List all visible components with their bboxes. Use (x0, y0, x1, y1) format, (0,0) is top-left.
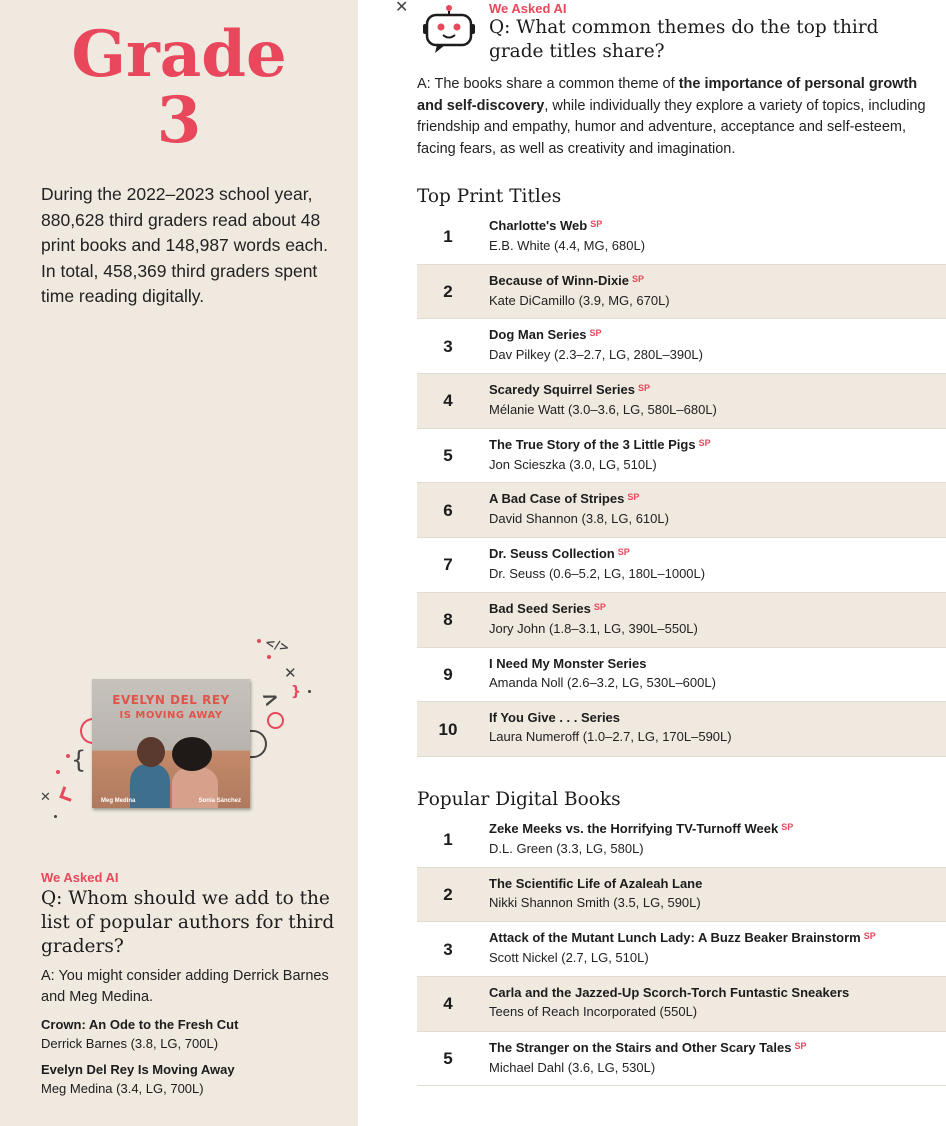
recommendation-detail: Derrick Barnes (3.8, LG, 700L) (41, 1036, 219, 1051)
sp-badge: SP (781, 822, 794, 832)
book-author-detail: Jory John (1.8–3.1, LG, 390L–550L) (489, 620, 698, 636)
cover-title-line2: IS MOVING AWAY (119, 710, 223, 721)
book-author-detail: Teens of Reach Incorporated (550L) (489, 1004, 698, 1020)
book-info (489, 600, 698, 639)
rank-number: 4 (443, 994, 453, 1014)
sp-badge: SP (698, 437, 711, 448)
book-author-detail: D.L. Green (3.3, LG, 580L) (489, 841, 644, 856)
book-title-text: The True Story of the 3 Little Pigs (489, 436, 696, 452)
dot-doodle (257, 639, 261, 643)
ranked-book-row (417, 702, 946, 757)
rank-number: 1 (443, 830, 453, 850)
grade-number: 3 (156, 83, 202, 158)
print-titles-heading: Top Print Titles (417, 186, 562, 207)
close-doodle: ✕ (395, 0, 409, 16)
dot-doodle (54, 815, 57, 818)
book-title (489, 984, 849, 1002)
book-title (489, 820, 793, 839)
recommendation-title: Evelyn Del Rey Is Moving Away (41, 1062, 235, 1077)
rank-number: 3 (443, 939, 453, 959)
ranked-book-row (417, 374, 946, 429)
ai-callout-themes (489, 1, 929, 64)
ranked-book-row (417, 538, 946, 593)
close-doodle: ✕ (40, 790, 51, 805)
grade-title (0, 17, 358, 158)
book-author-detail: Michael Dahl (3.6, LG, 530L) (489, 1059, 656, 1075)
book-title (489, 381, 717, 400)
ranked-book-row (417, 868, 946, 923)
book-info (489, 820, 793, 859)
circle-doodle (267, 712, 284, 729)
rank-number: 6 (443, 500, 453, 520)
digital-books-list (417, 813, 946, 1086)
sp-badge: SP (632, 273, 645, 284)
ranked-book-row (417, 648, 946, 703)
book-author-detail: Kate DiCamillo (3.9, MG, 670L) (489, 292, 670, 308)
book-title-text: Charlotte's Web (489, 218, 588, 233)
ai-answer-highlight: the importance of personal growth and self-discovery (417, 76, 918, 114)
book-title-text: The Scientific Life of Azaleah Lane (489, 875, 703, 891)
book-title-text: Carla and the Jazzed-Up Scorch-Torch Funtastic Sneakers (489, 985, 850, 1001)
rank-number: 5 (443, 446, 453, 466)
ai-answer: A: You might consider adding Derrick Barnes and Meg Medina. (41, 968, 329, 1005)
book-info (489, 326, 703, 365)
book-author-detail: Mélanie Watt (3.0–3.6, LG, 580L–680L) (489, 402, 717, 418)
ai-label: We Asked AI (489, 1, 567, 16)
book-title-text: A Bad Case of Stripes (489, 491, 625, 507)
book-author-detail: Dr. Seuss (0.6–5.2, LG, 180L–1000L) (489, 566, 706, 582)
book-title-text: Because of Winn-Dixie (489, 272, 630, 288)
ai-question: Q: Whom should we add to the list of popular authors for third graders? (41, 888, 335, 957)
book-info (489, 875, 702, 913)
ai-callout-authors (41, 870, 341, 1098)
cover-figure-left (130, 764, 170, 808)
rank-number: 5 (443, 1049, 453, 1069)
book-title (489, 545, 705, 564)
brace-doodle: } (291, 684, 301, 700)
book-title (489, 272, 670, 291)
ai-label: We Asked AI (41, 870, 119, 885)
sp-badge: SP (863, 931, 876, 942)
ranked-book-row (417, 977, 946, 1032)
book-title-text: Zeke Meeks vs. the Horrifying TV-Turnoff Week (489, 821, 779, 836)
book-title-text: The Stranger on the Stairs and Other Scary Tales (489, 1039, 792, 1055)
sp-badge: SP (637, 383, 650, 394)
book-title-text: If You Give . . . Series (489, 710, 621, 726)
book-info (489, 545, 705, 584)
sidebar (0, 0, 358, 1126)
book-info (489, 490, 669, 529)
book-title-text: Scaredy Squirrel Series (489, 382, 635, 398)
book-title (489, 600, 698, 619)
book-info (489, 929, 876, 968)
ranked-book-row (417, 319, 946, 374)
book-title (489, 217, 645, 236)
book-author-detail: Amanda Noll (2.6–3.2, LG, 530L–600L) (489, 674, 716, 690)
rank-number: 2 (443, 885, 453, 905)
book-info (489, 984, 849, 1022)
corner-doodle (59, 786, 74, 801)
book-author-detail: David Shannon (3.8, LG, 610L) (489, 511, 669, 527)
book-title (489, 1039, 806, 1058)
dot-doodle (267, 655, 271, 659)
book-title-text: Dr. Seuss Collection (489, 546, 615, 562)
dot-doodle (308, 690, 311, 693)
book-author-detail: E.B. White (4.4, MG, 680L) (489, 238, 646, 253)
book-author-detail: Dav Pilkey (2.3–2.7, LG, 280L–390L) (489, 347, 703, 363)
digital-books-heading: Popular Digital Books (417, 789, 621, 810)
ranked-book-row (417, 429, 946, 484)
book-info (489, 1039, 806, 1078)
book-title (489, 875, 702, 893)
book-info (489, 381, 717, 420)
recommendation-title: Crown: An Ode to the Fresh Cut (41, 1017, 239, 1032)
robot-icon (421, 4, 477, 54)
book-title (489, 709, 732, 727)
reading-stats: During the 2022–2023 school year, 880,628 third graders read about 48 print books and 148,987 words each. In total, 458,369 third graders spent time reading digitally. (41, 184, 328, 306)
ranked-book-row (417, 265, 946, 320)
brace-doodle: { (71, 746, 87, 774)
book-title-text: Attack of the Mutant Lunch Lady: A Buzz Beaker Brainstorm (489, 930, 861, 946)
grade-word: Grade (71, 17, 287, 92)
book-title-text: Dog Man Series (489, 327, 587, 343)
dot-doodle (56, 770, 60, 774)
sp-badge: SP (794, 1040, 807, 1051)
book-title-text: Bad Seed Series (489, 600, 591, 616)
rank-number: 8 (443, 610, 453, 630)
sp-badge: SP (593, 601, 606, 612)
book-title (489, 490, 669, 509)
book-info (489, 217, 645, 256)
close-doodle: ✕ (284, 664, 297, 682)
ranked-book-row (417, 922, 946, 977)
book-author-detail: Scott Nickel (2.7, LG, 510L) (489, 950, 649, 966)
book-title (489, 655, 716, 673)
ranked-book-row (417, 210, 946, 265)
book-author-detail: Jon Scieszka (3.0, LG, 510L) (489, 456, 657, 472)
sp-badge: SP (589, 328, 602, 339)
cover-author: Meg Medina (101, 798, 136, 804)
ranked-book-row (417, 813, 946, 868)
code-doodle: </> (263, 635, 291, 655)
book-title-text: I Need My Monster Series (489, 655, 647, 671)
book-info (489, 272, 670, 311)
print-titles-list (417, 210, 946, 757)
rank-number: 10 (438, 719, 458, 739)
book-title (489, 326, 703, 345)
sp-badge: SP (617, 547, 630, 558)
rank-number: 1 (443, 227, 453, 247)
book-author-detail: Nikki Shannon Smith (3.5, LG, 590L) (489, 894, 701, 910)
rank-number: 3 (443, 336, 453, 356)
rank-number: 7 (443, 555, 453, 575)
recommendation-item (41, 1015, 341, 1053)
book-title (489, 436, 711, 455)
book-info (489, 655, 716, 693)
sp-badge: SP (627, 492, 640, 503)
book-info (489, 709, 732, 747)
recommendation-item (41, 1060, 341, 1098)
ai-answer-text: , while individually they explore a variety of topics, including friendship and empathy, humor and adventure, acceptance and self-esteem, facing fears, as well as creativity and imagination. (417, 97, 926, 157)
ranked-book-row (417, 593, 946, 648)
dot-doodle (66, 754, 70, 758)
cover-illustrator: Sonia Sánchez (198, 798, 241, 804)
book-author-detail: Laura Numeroff (1.0–2.7, LG, 170L–590L) (489, 729, 732, 745)
sp-badge: SP (590, 219, 603, 229)
ranked-book-row (417, 1032, 946, 1087)
cover-figure-right (172, 737, 212, 771)
rank-number: 4 (443, 391, 453, 411)
rank-number: 9 (443, 664, 453, 684)
book-cover-image (92, 679, 250, 808)
ai-question: Q: What common themes do the top third grade titles share? (489, 17, 879, 62)
rank-number: 2 (443, 282, 453, 302)
ranked-book-row (417, 483, 946, 538)
cover-figure-left (137, 737, 165, 767)
book-title (489, 929, 876, 948)
book-info (489, 436, 711, 475)
recommendation-detail: Meg Medina (3.4, LG, 700L) (41, 1081, 204, 1096)
ai-answer-text: A: The books share a common theme of (417, 76, 679, 92)
ai-answer (417, 74, 937, 160)
chevron-doodle: > (258, 683, 283, 713)
cover-title-line1: EVELYN DEL REY (112, 693, 230, 707)
